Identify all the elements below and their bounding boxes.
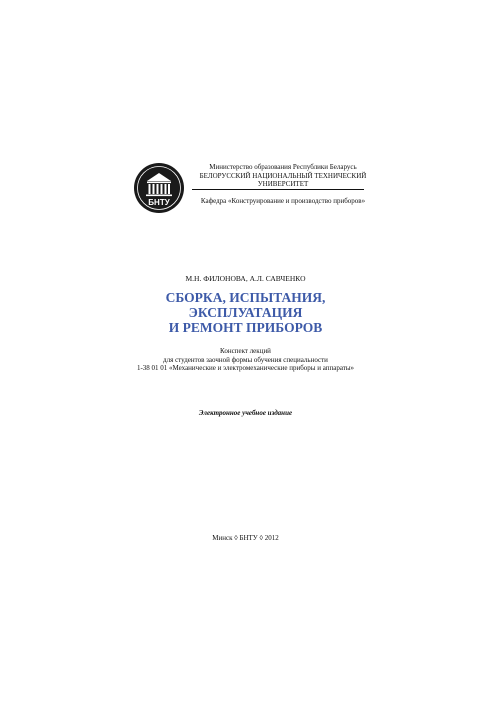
university-name-line1: БЕЛОРУССКИЙ НАЦИОНАЛЬНЫЙ ТЕХНИЧЕСКИЙ [199,171,367,180]
university-name-line2: УНИВЕРСИТЕТ [257,180,309,188]
title-line-2: ЭКСПЛУАТАЦИЯ [188,305,303,320]
description-line-1: Конспект лекций [220,347,271,355]
header-divider [192,189,364,190]
book-description [0,347,491,373]
logo-text: БНТУ [148,198,170,207]
department-name: Кафедра «Конструирование и производство приборов» [200,197,366,205]
authors: М.Н. ФИЛОНОВА, А.Л. САВЧЕНКО [185,274,306,283]
title-line-1: СБОРКА, ИСПЫТАНИЯ, [165,290,326,305]
ministry-name: Министерство образования Республики Беларусь [209,163,357,171]
institution-header [192,163,374,189]
description-line-2: для студентов заочной формы обучения специальности [163,355,328,364]
description-line-3: 1-38 01 01 «Механические и электромеханические приборы и аппараты» [136,364,355,372]
bntu-logo-icon [133,162,185,214]
imprint: Минск ◊ БНТУ ◊ 2012 [212,534,279,542]
edition-type: Электронное учебное издание [198,409,293,417]
book-title [0,290,491,335]
title-line-3: И РЕМОНТ ПРИБОРОВ [168,320,323,335]
